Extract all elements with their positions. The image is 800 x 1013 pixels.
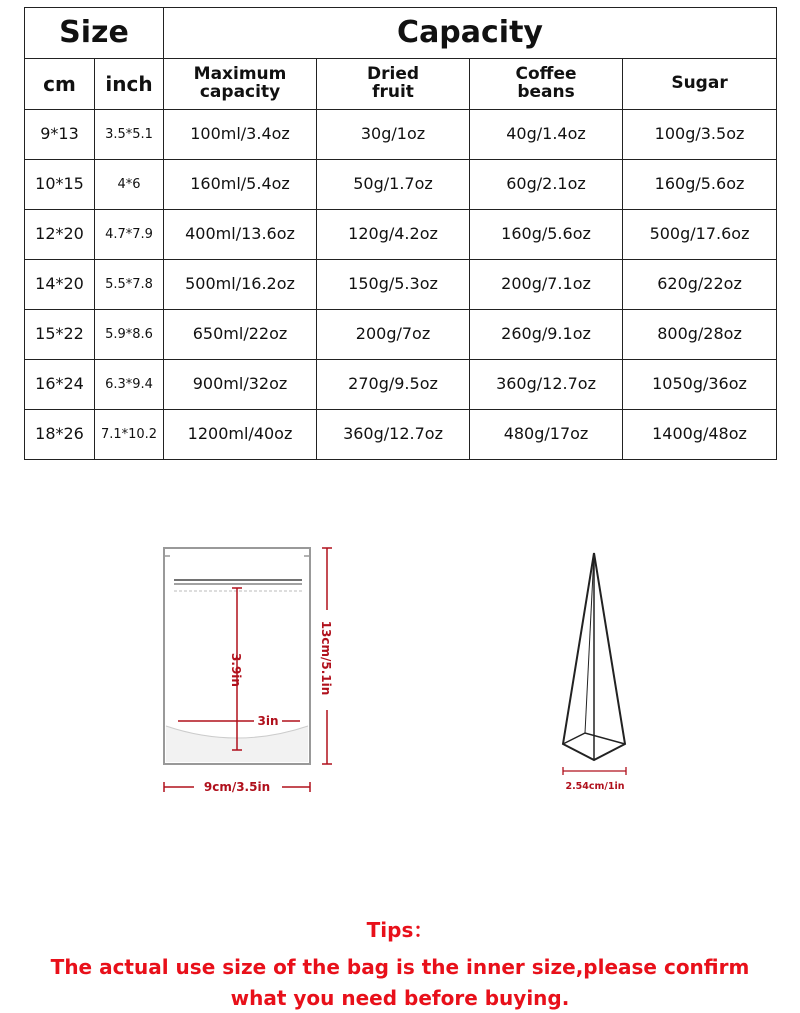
inner-width-label: 3in	[257, 714, 279, 728]
cm-cell: 9*13	[25, 110, 95, 160]
coffee-beans-cell: 40g/1.4oz	[470, 110, 623, 160]
coffee-beans-cell: 260g/9.1oz	[470, 310, 623, 360]
max-capacity-cell: 100ml/3.4oz	[164, 110, 317, 160]
inch-cell: 6.3*9.4	[95, 360, 164, 410]
cm-cell: 16*24	[25, 360, 95, 410]
inch-cell: 4*6	[95, 160, 164, 210]
size-header: Size	[25, 8, 164, 59]
dried-fruit-cell: 30g/1oz	[317, 110, 470, 160]
coffee-beans-cell: 480g/17oz	[470, 410, 623, 460]
gusset-label: 2.54cm/1in	[565, 781, 625, 792]
max-capacity-cell: 900ml/32oz	[164, 360, 317, 410]
outer-width-label: 9cm/3.5in	[203, 780, 271, 794]
tips-text-line: The actual use size of the bag is the inner size,please confirm	[50, 955, 750, 979]
max-capacity-cell: 500ml/16.2oz	[164, 260, 317, 310]
sugar-cell: 500g/17.6oz	[623, 210, 777, 260]
bag-side-diagram	[550, 545, 650, 800]
cm-cell: 18*26	[25, 410, 95, 460]
max-capacity-cell: 650ml/22oz	[164, 310, 317, 360]
dried-fruit-cell: 120g/4.2oz	[317, 210, 470, 260]
inch-cell: 3.5*5.1	[95, 110, 164, 160]
cm-cell: 15*22	[25, 310, 95, 360]
inch-cell: 7.1*10.2	[95, 410, 164, 460]
size-capacity-table	[24, 7, 777, 460]
outer-height-label: 13cm/5.1in	[319, 620, 333, 696]
inner-height-label: 3.9in	[229, 653, 243, 687]
sugar-cell: 160g/5.6oz	[623, 160, 777, 210]
inch-cell: 5.9*8.6	[95, 310, 164, 360]
tips-section	[0, 917, 800, 1013]
tips-title: Tips：	[366, 918, 434, 942]
sugar-header: Sugar	[623, 59, 777, 110]
max-capacity-cell: 400ml/13.6oz	[164, 210, 317, 260]
coffee-beans-cell: 60g/2.1oz	[470, 160, 623, 210]
dried-fruit-header: Dried fruit	[317, 59, 470, 110]
sugar-cell: 1400g/48oz	[623, 410, 777, 460]
capacity-header: Capacity	[164, 8, 777, 59]
table-row	[25, 160, 777, 210]
dried-fruit-cell: 360g/12.7oz	[317, 410, 470, 460]
max-capacity-cell: 160ml/5.4oz	[164, 160, 317, 210]
cm-cell: 12*20	[25, 210, 95, 260]
dried-fruit-cell: 270g/9.5oz	[317, 360, 470, 410]
table-row	[25, 110, 777, 160]
cm-cell: 14*20	[25, 260, 95, 310]
inch-cell: 5.5*7.8	[95, 260, 164, 310]
coffee-beans-cell: 360g/12.7oz	[470, 360, 623, 410]
coffee-beans-cell: 160g/5.6oz	[470, 210, 623, 260]
inch-cell: 4.7*7.9	[95, 210, 164, 260]
sugar-cell: 100g/3.5oz	[623, 110, 777, 160]
table-row	[25, 260, 777, 310]
cm-cell: 10*15	[25, 160, 95, 210]
sugar-cell: 1050g/36oz	[623, 360, 777, 410]
table-row	[25, 210, 777, 260]
max-capacity-header: Maximum capacity	[164, 59, 317, 110]
table-row	[25, 410, 777, 460]
dried-fruit-cell: 50g/1.7oz	[317, 160, 470, 210]
dried-fruit-cell: 200g/7oz	[317, 310, 470, 360]
sugar-cell: 620g/22oz	[623, 260, 777, 310]
inch-header: inch	[95, 59, 164, 110]
cm-header: cm	[25, 59, 95, 110]
coffee-beans-cell: 200g/7.1oz	[470, 260, 623, 310]
sugar-cell: 800g/28oz	[623, 310, 777, 360]
table-row	[25, 360, 777, 410]
bag-front-diagram	[150, 540, 350, 805]
tips-text-line: what you need before buying.	[230, 986, 570, 1010]
coffee-beans-header: Coffee beans	[470, 59, 623, 110]
table-row	[25, 310, 777, 360]
max-capacity-cell: 1200ml/40oz	[164, 410, 317, 460]
dried-fruit-cell: 150g/5.3oz	[317, 260, 470, 310]
